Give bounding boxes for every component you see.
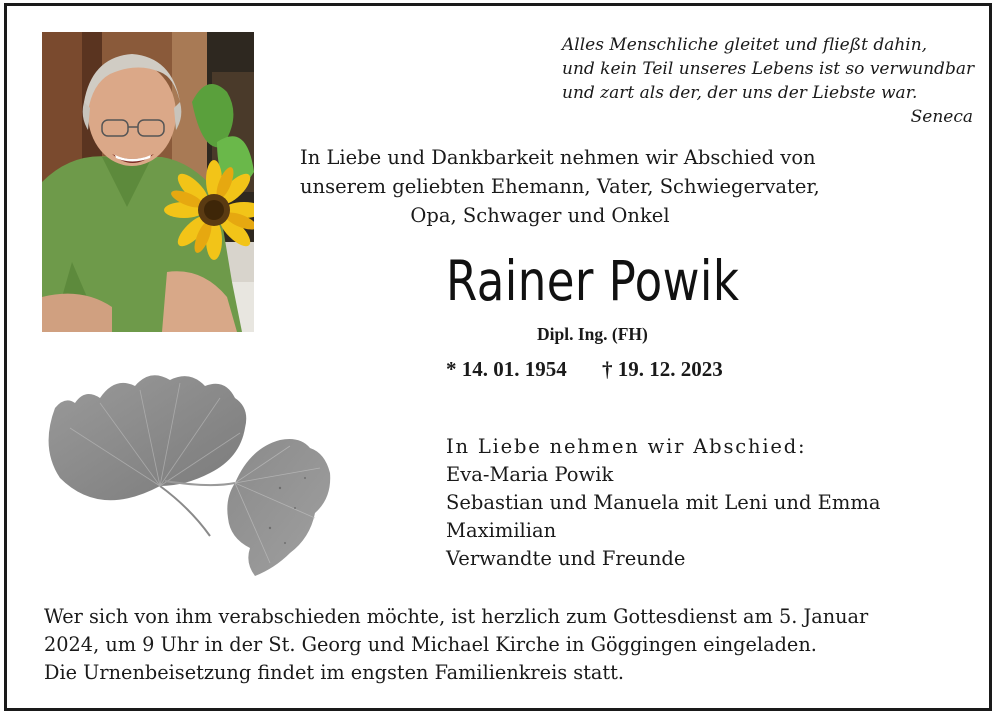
quote-author: Seneca: [910, 107, 973, 127]
notice-line: 2024, um 9 Uhr in der St. Georg und Michael Kirche in Göggingen eingeladen.: [44, 633, 817, 656]
intro-line: unserem geliebten Ehemann, Vater, Schwiegervater,: [300, 175, 820, 198]
ginkgo-leaves-illustration: [40, 368, 335, 580]
service-notice: [44, 603, 974, 687]
academic-title: Dipl. Ing. (FH): [537, 324, 648, 344]
seneca-quote: [540, 33, 973, 129]
birth-date: * 14. 01. 1954: [446, 357, 567, 381]
mourner-name: Verwandte und Freunde: [446, 547, 686, 570]
mourners-heading: In Liebe nehmen wir Abschied:: [446, 435, 807, 458]
notice-line: Wer sich von ihm verabschieden möchte, ist herzlich zum Gottesdienst am 5. Januar: [44, 605, 869, 628]
mourner-name: Sebastian und Manuela mit Leni und Emma: [446, 491, 881, 514]
farewell-intro: [300, 143, 820, 230]
notice-line: Die Urnenbeisetzung findet im engsten Familienkreis statt.: [44, 661, 625, 684]
intro-line: In Liebe und Dankbarkeit nehmen wir Abschied von: [300, 146, 816, 169]
mourner-name: Maximilian: [446, 519, 557, 542]
quote-line: und kein Teil unseres Lebens ist so verwundbar: [562, 59, 975, 79]
death-date: † 19. 12. 2023: [602, 357, 723, 381]
mourners-list: [446, 433, 986, 573]
quote-line: und zart als der, der uns der Liebste war.: [562, 83, 918, 103]
mourner-name: Eva-Maria Powik: [446, 463, 614, 486]
portrait-photo: [42, 32, 254, 332]
quote-line: Alles Menschliche gleitet und fließt dahin,: [562, 35, 928, 55]
deceased-name: Rainer Powik: [446, 249, 740, 313]
intro-line: Opa, Schwager und Onkel: [410, 204, 670, 227]
life-dates: [446, 357, 723, 382]
